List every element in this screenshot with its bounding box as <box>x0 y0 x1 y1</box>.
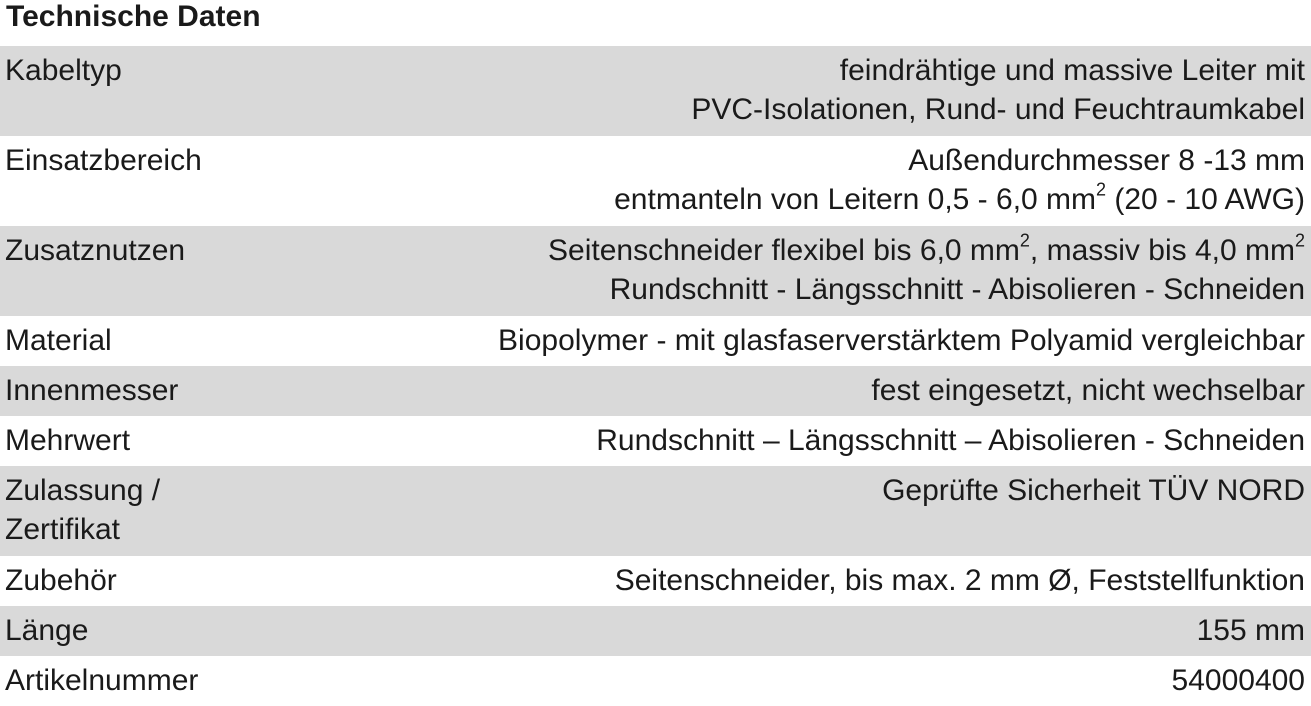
spec-label <box>5 141 202 180</box>
spec-label-line: Zulassung / <box>5 474 161 507</box>
spec-value-line: fest eingesetzt, nicht wechselbar <box>871 374 1305 407</box>
spec-row <box>0 46 1311 136</box>
spec-value <box>160 471 1305 510</box>
spec-row <box>0 366 1311 416</box>
spec-value <box>122 51 1305 129</box>
spec-value <box>130 421 1305 460</box>
spec-row <box>0 316 1311 366</box>
spec-value-line: feindrähtige und massive Leiter mit <box>839 54 1305 87</box>
spec-label <box>5 471 160 549</box>
spec-value <box>185 231 1305 309</box>
spec-label <box>5 51 122 90</box>
spec-label <box>5 421 130 460</box>
spec-row <box>0 606 1311 656</box>
spec-value <box>198 661 1305 700</box>
spec-label <box>5 611 88 650</box>
spec-label <box>5 561 117 600</box>
spec-value-line: Rundschnitt – Längsschnitt – Abisolieren - Schneiden <box>596 424 1305 457</box>
spec-label-line: Zertifikat <box>5 513 121 546</box>
spec-value-line: Seitenschneider, bis max. 2 mm Ø, Feststellfunktion <box>614 564 1305 597</box>
spec-row <box>0 656 1311 706</box>
spec-label-line: Artikelnummer <box>5 664 199 697</box>
spec-label <box>5 231 185 270</box>
spec-value-line: Rundschnitt - Längsschnitt - Abisolieren - Schneiden <box>609 273 1305 306</box>
spec-value <box>178 371 1305 410</box>
superscript: 2 <box>1294 230 1305 251</box>
spec-label <box>5 321 112 360</box>
spec-row <box>0 556 1311 606</box>
spec-value-line: entmanteln von Leitern 0,5 - 6,0 $mm^2$ (20 - 10 AWG) <box>614 179 1305 216</box>
spec-label <box>5 371 178 410</box>
spec-label-line: Zusatznutzen <box>5 234 186 267</box>
spec-label-line: Länge <box>5 614 89 647</box>
spec-value-line: Biopolymer - mit glasfaserverstärktem Polyamid vergleichbar <box>498 324 1305 357</box>
spec-value-line: 54000400 <box>1171 664 1305 697</box>
spec-label <box>5 661 198 700</box>
spec-value <box>117 561 1305 600</box>
spec-label-line: Einsatzbereich <box>5 144 202 177</box>
spec-label-line: Zubehör <box>5 564 117 597</box>
spec-row <box>0 466 1311 556</box>
superscript: 2 <box>1096 179 1107 200</box>
spec-label-line: Mehrwert <box>5 424 131 457</box>
spec-value <box>88 611 1305 650</box>
spec-row <box>0 416 1311 466</box>
spec-value-line: Seitenschneider flexibel bis 6,0 $mm^2$, massiv bis 4,0 $mm^2$ <box>548 230 1305 267</box>
superscript: 2 <box>1019 230 1030 251</box>
spec-value-line: 155 mm <box>1196 614 1305 647</box>
spec-value <box>112 321 1305 360</box>
page-title: Technische Daten <box>6 0 261 33</box>
spec-row <box>0 136 1311 226</box>
spec-row <box>0 226 1311 316</box>
spec-table <box>0 46 1311 706</box>
spec-label-line: Material <box>5 324 112 357</box>
spec-label-line: Kabeltyp <box>5 54 122 87</box>
spec-value-line: Außendurchmesser 8 -13 mm <box>908 144 1305 177</box>
spec-value-line: PVC-Isolationen, Rund- und Feuchtraumkabel <box>691 93 1305 126</box>
spec-value <box>202 141 1305 219</box>
spec-value-line: Geprüfte Sicherheit TÜV NORD <box>882 474 1305 507</box>
spec-label-line: Innenmesser <box>5 374 179 407</box>
